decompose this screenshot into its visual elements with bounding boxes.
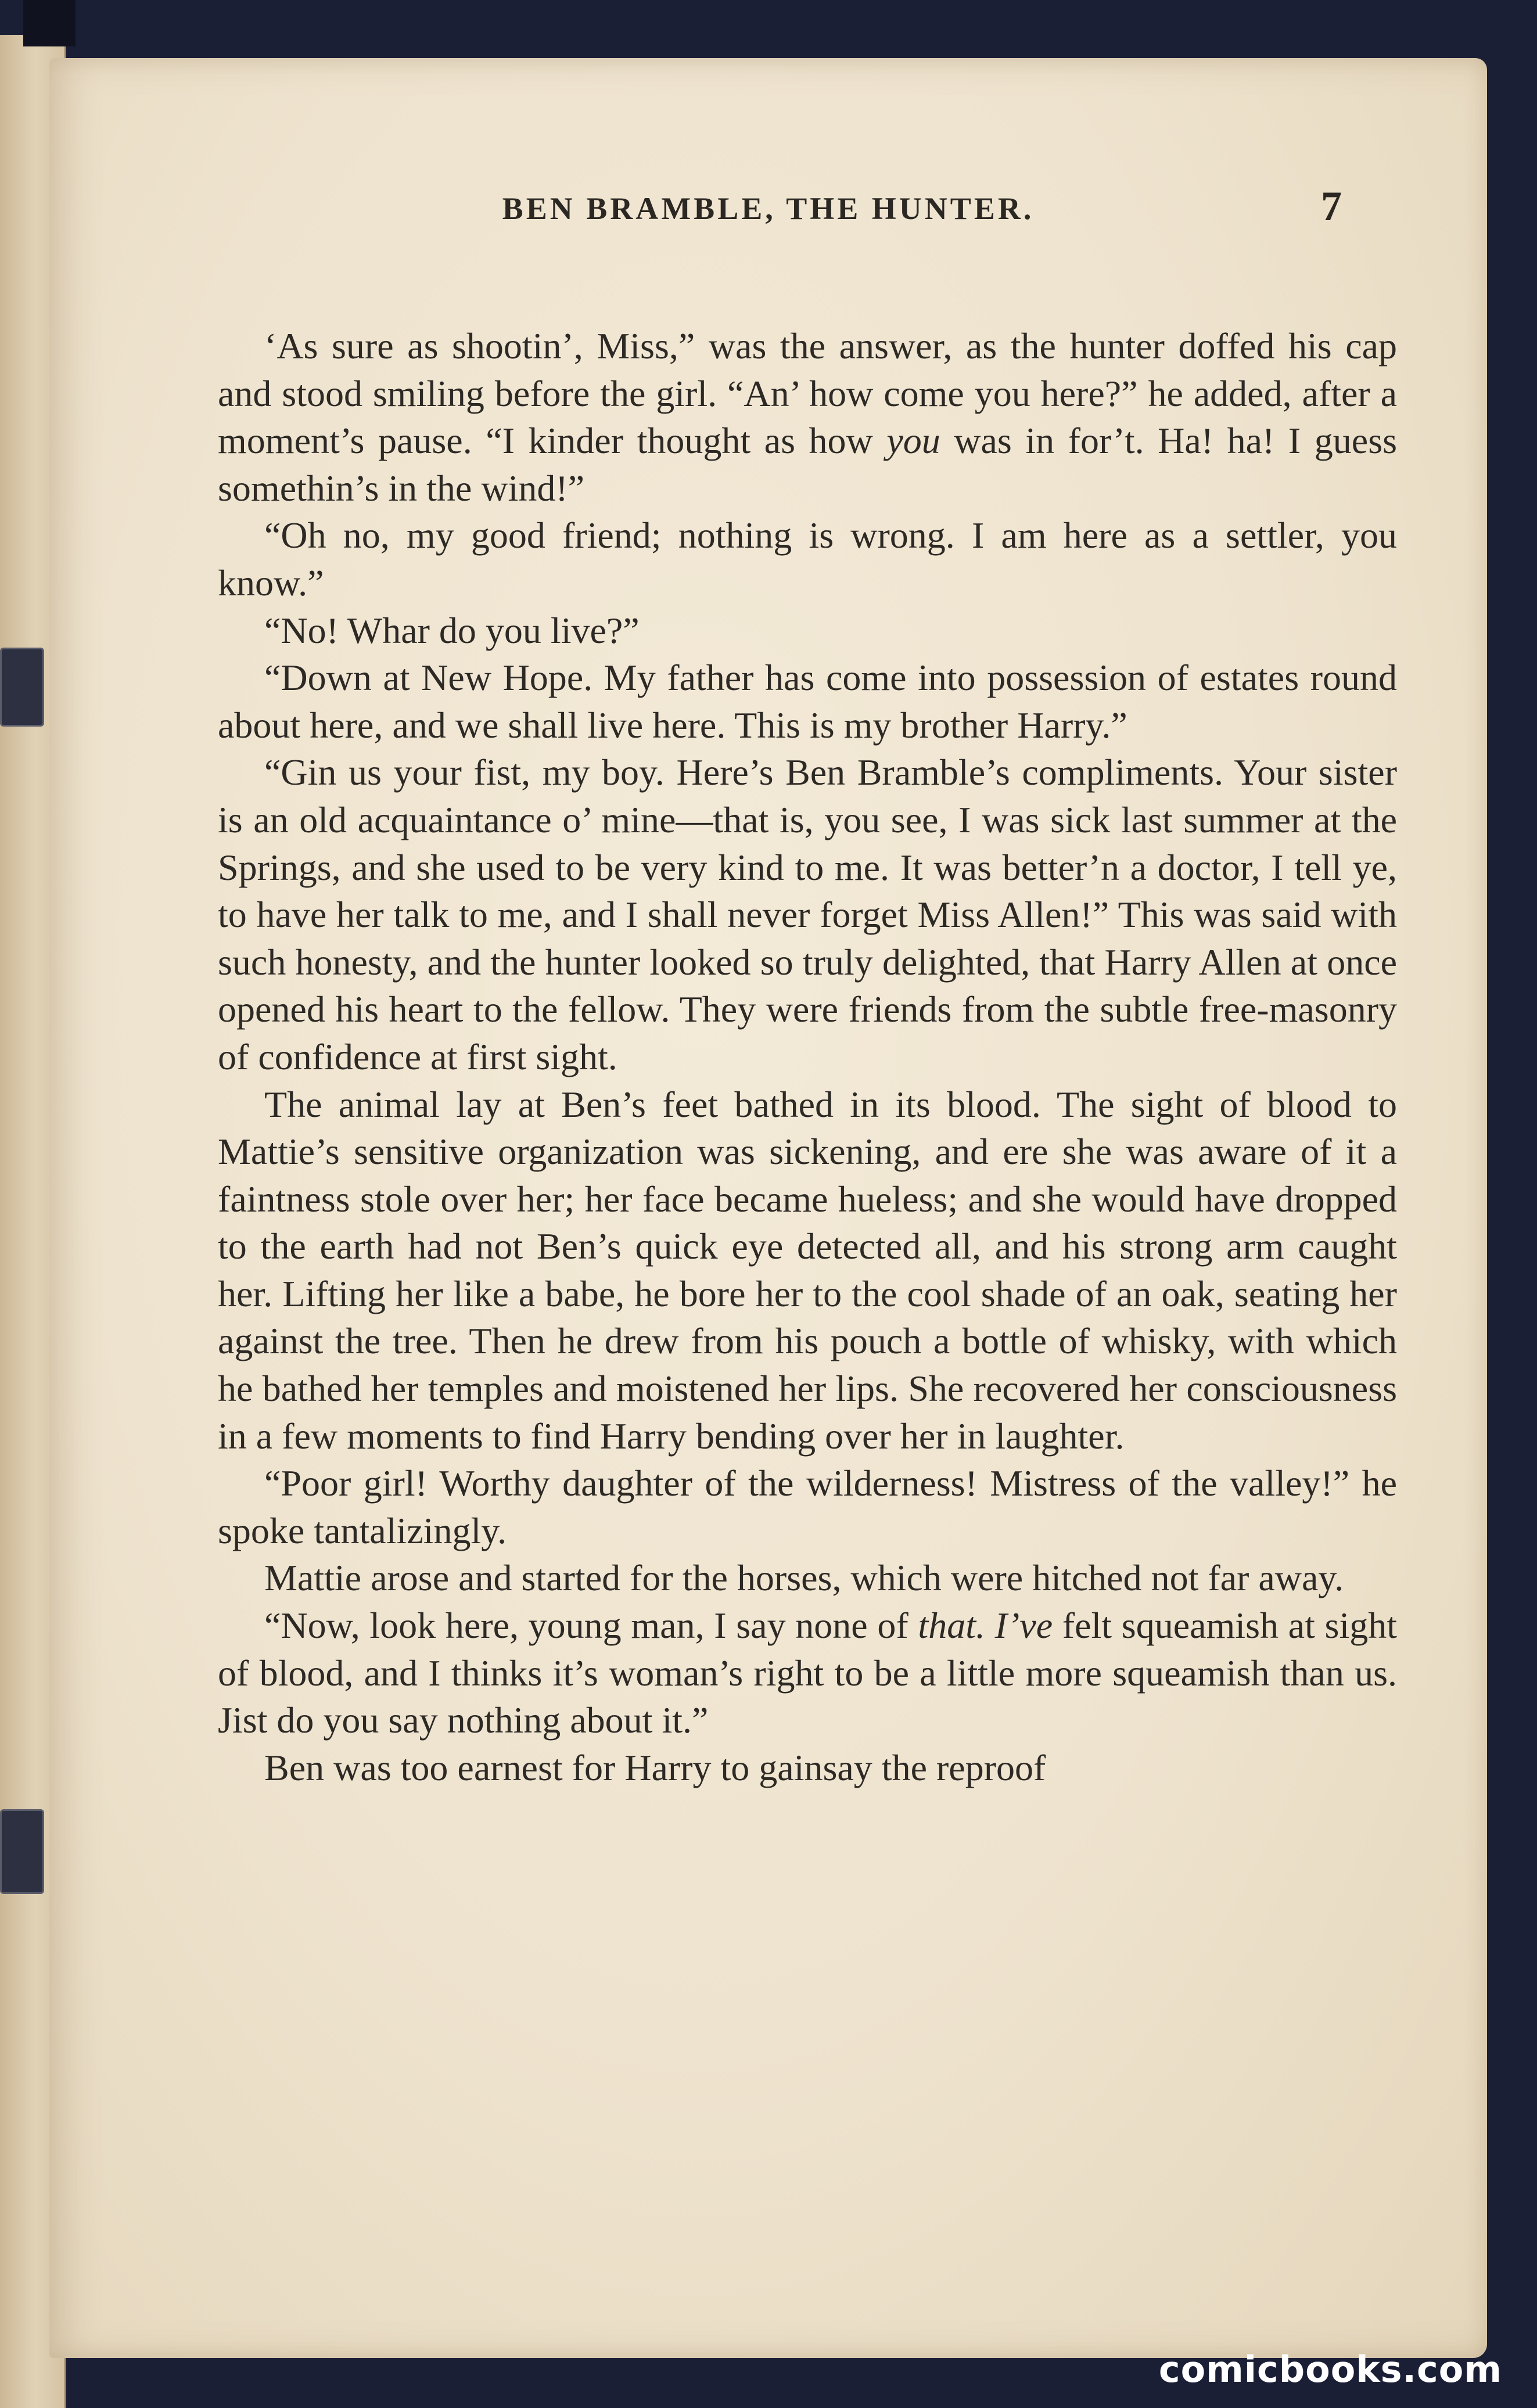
paragraph — [218, 512, 1397, 606]
text-run: “Now, look here, young man, I say none of — [264, 1605, 918, 1647]
text-run: Mattie arose and started for the horses, which were hitched not far away. — [264, 1557, 1344, 1599]
paragraph — [218, 322, 1397, 512]
page-number: 7 — [1321, 183, 1342, 229]
text-run: “Gin us your fist, my boy. Here’s Ben Bramble’s compliments. Your sister is an old acquaintance o’ mine—that is, you see, I was sick last summer at the Springs, and she used to be very kind to me. It was better’n a doctor, I tell ye, to have her talk to me, and I shall never forget Miss Allen!” This was said with such honesty, and the hunter looked so truly delighted, that Harry Allen at once opened his heart to the fellow. They were friends from the subtle free-masonry of confidence at first sight. — [218, 752, 1397, 1077]
text-run: “Down at New Hope. My father has come into possession of estates round about here, and we shall live here. This is my brother Harry.” — [218, 657, 1397, 746]
italic-text: that. — [918, 1605, 985, 1647]
binding-staple-upper — [0, 648, 44, 727]
text-run: was in for’t. Ha! ha! I guess somethin’s in the wind!” — [218, 420, 1397, 509]
text-run: “Poor girl! Worthy daughter of the wilderness! Mistress of the valley!” he spoke tantalizingly. — [218, 1462, 1397, 1551]
binding-staple-lower — [0, 1809, 44, 1894]
paragraph — [218, 1744, 1397, 1792]
paragraph — [218, 1554, 1397, 1602]
text-run — [985, 1605, 995, 1646]
text-run: “No! Whar do you live?” — [264, 609, 640, 651]
running-title: BEN BRAMBLE, THE HUNTER. — [502, 191, 1035, 226]
book-page — [49, 58, 1487, 2358]
page-header — [49, 183, 1487, 254]
site-watermark: comicbooks.com — [1158, 2348, 1502, 2391]
italic-text: you — [886, 420, 940, 462]
paragraph — [218, 749, 1397, 1080]
paragraph — [218, 654, 1397, 749]
text-run: Ben was too earnest for Harry to gainsay the reproof — [264, 1746, 1046, 1788]
italic-text: I’ve — [994, 1605, 1053, 1647]
body-text — [218, 322, 1397, 1791]
paragraph — [218, 1460, 1397, 1554]
paragraph — [218, 1081, 1397, 1460]
paragraph — [218, 1602, 1397, 1744]
text-run: “Oh no, my good friend; nothing is wrong. I am here as a settler, you know.” — [218, 515, 1397, 603]
text-run: ‘As sure as shootin’, Miss,” was the answer, as the hunter doffed his cap and stood smiling before the girl. “An’ how come you here?” he added, after a moment’s pause. “I kinder thought as how — [218, 325, 1397, 462]
paragraph — [218, 607, 1397, 655]
text-run: The animal lay at Ben’s feet bathed in its blood. The sight of blood to Mattie’s sensitive organization was sickening, and ere she was aware of it a faintness stole over her; her face became hueless; and she would have dropped to the earth had not Ben’s quick eye detected all, and his strong arm caught her. Lifting her like a babe, he bore her to the cool shade of an oak, seating her against the tree. Then he drew from his pouch a bottle of whisky, with which he bathed her temples and moistened her lips. She recovered her consciousness in a few moments to find Harry bending over her in laughter. — [218, 1083, 1397, 1457]
text-run: felt squeamish at sight of blood, and I thinks it’s woman’s right to be a little more squeamish than us. Jist do you say nothing about it.” — [218, 1605, 1398, 1741]
binding-shadow — [23, 0, 76, 46]
